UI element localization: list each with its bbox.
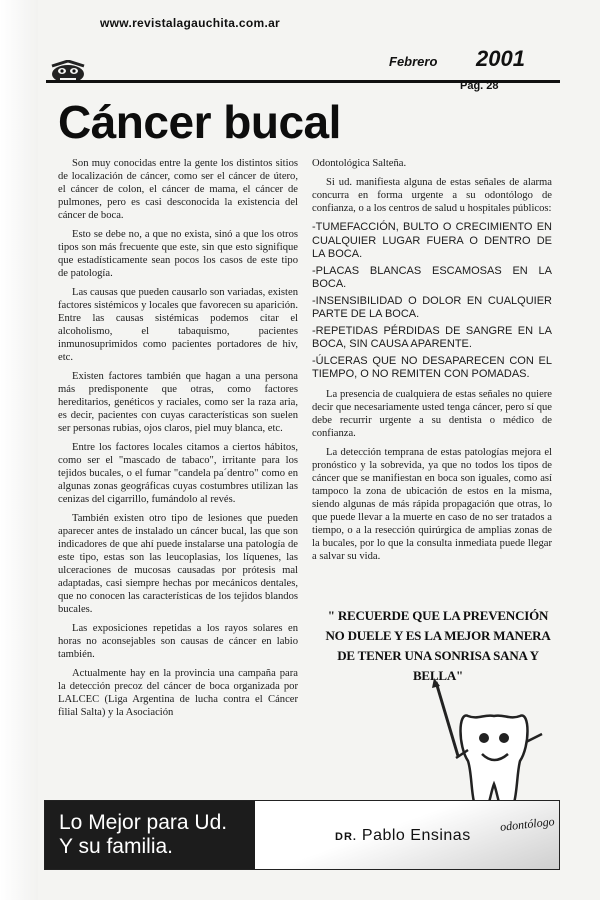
advert-role: odontólogo <box>499 814 556 834</box>
paragraph: Las causas que pueden causarlo son variadas, existen factores sistémicos y locales que favorecen su aparición. Entre las causas sistémicas podemos citar el alcoholismo, el tabaquismo, pacientes inmunosuprimidos como pacientes portadores de hiv, etc. <box>58 287 298 363</box>
page-margin <box>0 0 38 900</box>
issue-year: 2001 <box>476 46 525 71</box>
pull-quote: " RECUERDE QUE LA PREVENCIÓN NO DUELE Y ES LA MEJOR MANERA DE TENER UNA SONRISA SANA Y BELLA" <box>325 608 551 683</box>
advert-slogan <box>59 811 227 859</box>
warning-signs-list <box>312 221 552 382</box>
article-column-left <box>58 157 298 725</box>
paragraph: La detección temprana de estas patologías mejora el pronóstico y la sobrevida, ya que no todos los tipos de cáncer que se manifiestan en boca son iguales, como así tampoco la zona de ubicación de estos en la misma, siendo algunas de más rápida propagación que otras, lo que puede llevar a la muerte en caso de no ser tratados a tiempo, o a la resección quirúrgica de amplias zonas de la bucales, por lo que la consulta inmediata puede llegar a salvar su vida. <box>312 446 552 562</box>
paragraph: También existen otro tipo de lesiones que pueden aparecer antes de instalado un cáncer bucal, las que son indicadores de que ahí puede instalarse una patología de este tipo, estas son las leucoplasias, los líquenes, las ulceraciones de mucosas causadas por prótesis mal adaptadas, casi siempre hechas por mecánicos dentales, que no conocen las características de los tejidos blandos bucales. <box>58 513 298 615</box>
advert-slogan-line: Lo Mejor para Ud. <box>59 811 228 834</box>
paragraph: Odontológica Salteña. <box>312 158 407 169</box>
warning-sign: -REPETIDAS PÉRDIDAS DE SANGRE EN LA BOCA, SIN CAUSA APARENTE. <box>312 324 552 350</box>
paragraph: Esto se debe no, a que no exista, sinó a que los otros tipos son más frecuente que este, sin que esto signifique que estadísticamente sean pocos los casos de este tipo de patología. <box>58 229 298 279</box>
issue-month: Febrero <box>389 54 438 69</box>
paragraph: La presencia de cualquiera de estas señales no quiere decir que necesariamente usted tenga cáncer, pero sí que debe recurrir urgente a su dentista o médico de confianza. <box>312 388 552 439</box>
page-number: Pag. 28 <box>460 80 499 92</box>
paragraph: Si ud. manifiesta alguna de estas señales de alarma concurra en forma urgente a su odontólogo de confianza, o a los centros de salud u hospitales públicos: <box>312 177 552 214</box>
article-column-right <box>312 157 552 569</box>
warning-sign: -PLACAS BLANCAS ESCAMOSAS EN LA BOCA. <box>312 264 552 290</box>
paragraph: Entre los factores locales citamos a ciertos hábitos, como ser el "mascado de tabaco", irritante para los tejidos bucales, o el fumar "candela pa´dentro" como en algunas zonas geográficas cuyas costumbres utilizan las cenizas del cigarrillo, fumándolo al revés. <box>58 442 298 505</box>
advert-title-prefix: DR. <box>335 831 357 843</box>
advert-name: Pablo Ensinas <box>361 827 471 844</box>
paragraph: Existen factores también que hagan a una persona más predisponente que otras, como factores hereditarios, genéticos y raciales, como ser la raza aria, es decir, pacientes con cuyas características son suelen ser personas rubias, ojos claros, piel muy blanca, etc. <box>58 371 298 434</box>
warning-sign: -ÚLCERAS QUE NO DESAPARECEN CON EL TIEMPO, O NO REMITEN CON POMADAS. <box>312 354 552 380</box>
advert-slogan-line: Y su familia. <box>59 835 173 858</box>
article-title: Cáncer bucal <box>58 96 341 148</box>
bleed-through-text <box>556 90 600 790</box>
paragraph: Actualmente hay en la provincia una campaña para la detección precoz del cáncer de boca organizada por LALCEC (Liga Argentina de lucha contra el Cáncer filial Salta) y la Asociación <box>58 668 298 718</box>
advert-doctor-name <box>335 827 471 845</box>
dentist-advert <box>44 800 560 870</box>
warning-sign: -INSENSIBILIDAD O DOLOR EN CUALQUIER PARTE DE LA BOCA. <box>312 294 552 320</box>
paragraph: Son muy conocidas entre la gente los distintos sitios de localización de cáncer, como ser el cáncer de útero, el cáncer de colon, el cáncer de mama, el cáncer de pulmones, pero es casi desconocida la existencia del cáncer de boca. <box>58 158 298 221</box>
site-url: www.revistalagauchita.com.ar <box>100 16 281 30</box>
paragraph: Las exposiciones repetidas a los rayos solares en horas no aconsejables son causas de cáncer en labio también. <box>58 623 298 660</box>
warning-sign: -TUMEFACCIÓN, BULTO O CRECIMIENTO EN CUALQUIER LUGAR FUERA O DENTRO DE LA BOCA. <box>312 221 552 260</box>
